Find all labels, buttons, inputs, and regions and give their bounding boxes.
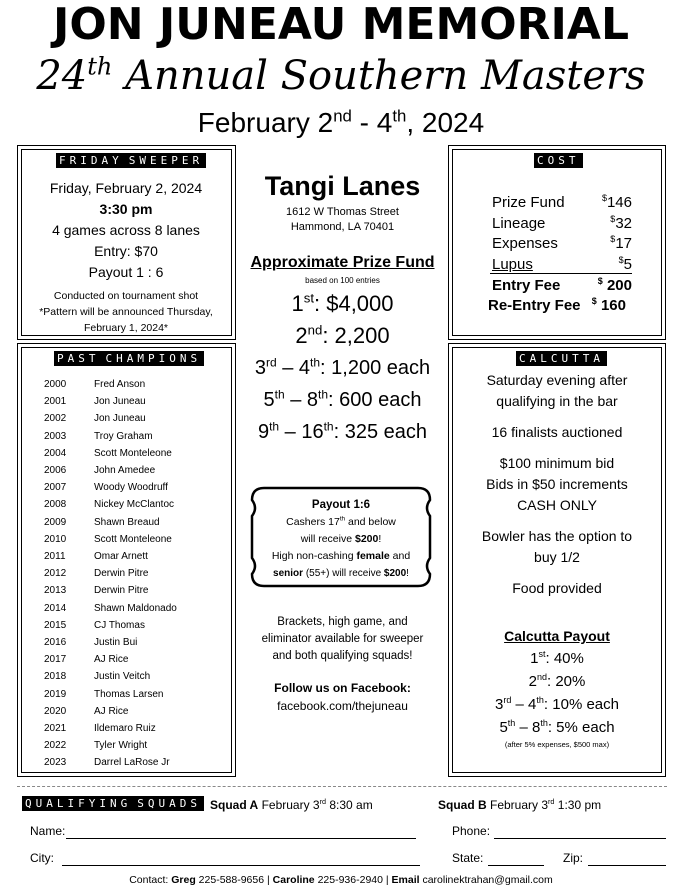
champion-name: Troy Graham (94, 430, 153, 442)
champion-year: 2008 (44, 499, 67, 511)
champion-row (44, 496, 174, 513)
champion-name: Scott Monteleone (94, 447, 172, 459)
champion-row (44, 651, 128, 668)
champion-row (44, 600, 177, 617)
friday-sweeper-heading: FRIDAY SWEEPER (56, 153, 206, 168)
cost-value: $5 (618, 254, 632, 273)
champion-name: Jon Juneau (94, 396, 146, 408)
squad-a: Squad A February 3rd 8:30 am (210, 797, 373, 812)
champion-year: 2011 (44, 551, 66, 562)
champion-name: AJ Rice (94, 654, 129, 666)
champion-name: Shawn Breaud (94, 516, 160, 528)
cost-label: Lineage (492, 214, 546, 232)
state-field[interactable] (488, 865, 544, 866)
champion-row (44, 634, 137, 651)
cost-row (492, 255, 632, 275)
champion-row (44, 462, 155, 479)
champion-name: Justin Veitch (94, 671, 151, 683)
prize-fund-list (238, 288, 447, 448)
champion-year: 2019 (44, 688, 67, 700)
champion-year: 2014 (44, 602, 67, 614)
calcutta-payout-list: 1st: 40% 2nd: 20% 3rd – 4th: 10% each 5th – 8th: 5% each (495, 649, 619, 736)
champion-year: 2018 (44, 671, 67, 683)
qualifying-squads-heading: QUALIFYING SQUADS (22, 796, 204, 811)
cost-label: Lupus (492, 255, 533, 273)
prize-fund-title: Approximate Prize Fund (250, 254, 435, 271)
calcutta-payout-title: Calcutta Payout (504, 628, 610, 644)
event-subtitle: 24th Annual Southern Masters (36, 52, 646, 99)
champion-year: 2017 (44, 654, 67, 666)
champion-row (44, 668, 150, 685)
squad-b: Squad B February 3rd 1:30 pm (438, 797, 602, 812)
champion-row (44, 686, 163, 703)
champion-row (44, 565, 148, 582)
champion-year: 2004 (44, 447, 67, 459)
champion-row (44, 720, 156, 737)
champion-name: Darrel LaRose Jr (94, 757, 170, 769)
champion-year: 2007 (44, 482, 67, 494)
champion-year: 2020 (44, 705, 67, 717)
champion-year: 2016 (44, 637, 67, 648)
calcutta-heading: CALCUTTA (516, 351, 607, 366)
prize-5th-8th: 5th – 8th: 600 each (263, 387, 422, 411)
reentry-fee-row: Re-Entry Fee $ 160 (488, 296, 626, 314)
champion-name: CJ Thomas (94, 619, 145, 631)
champion-name: Shawn Maldonado (94, 602, 177, 614)
venue-name: Tangi Lanes (264, 171, 421, 201)
friday-details: Friday, February 2, 2024 3:30 pm 4 games across 8 lanes Entry: $70 Payout 1 : 6 (49, 180, 203, 280)
champion-name: Jon Juneau (94, 413, 146, 425)
prize-fund-basis: based on 100 entries (305, 276, 380, 285)
cost-value: $146 (601, 193, 632, 211)
cost-label: Prize Fund (492, 194, 565, 211)
divider-dashed (17, 786, 667, 787)
champion-year: 2009 (44, 516, 67, 528)
calcutta-details: Saturday evening after qualifying in the bar 16 finalists auctioned $100 minimum bid Bids in $50 increments CASH ONLY Bowler has the option to buy 1/2 Food provided (481, 372, 633, 596)
cost-row (492, 234, 632, 254)
champion-name: Woody Woodruff (94, 482, 168, 494)
prize-2nd: 2nd: 2,200 (295, 322, 390, 348)
champion-name: Tyler Wright (94, 740, 148, 752)
payout-badge: Payout 1:6 Cashers 17th and below will receive $200! High non-cashing female and senior (55+) will receive $200! (271, 499, 411, 579)
cost-heading: COST (534, 153, 583, 168)
champion-year: 2012 (44, 568, 67, 580)
champion-row (44, 376, 145, 393)
calcutta-payout-note: (after 5% expenses, $500 max) (504, 740, 610, 749)
champion-name: Scott Monteleone (94, 533, 172, 545)
zip-field[interactable] (588, 865, 666, 866)
city-field[interactable] (62, 865, 420, 866)
champion-year: 2023 (44, 757, 67, 769)
phone-label: Phone: (452, 824, 491, 838)
cost-row (492, 214, 632, 234)
champion-year: 2013 (44, 585, 67, 597)
event-dates: February 2nd - 4th, 2024 (197, 106, 485, 138)
champion-year: 2010 (44, 533, 67, 545)
past-champions-heading: PAST CHAMPIONS (54, 351, 204, 366)
friday-sweeper-box (17, 145, 236, 340)
prize-3rd-4th: 3rd – 4th: 1,200 each (254, 355, 431, 379)
cost-label: Expenses (492, 235, 558, 252)
name-label: Name: (30, 824, 66, 838)
champion-row (44, 582, 148, 599)
champion-row (44, 548, 148, 565)
facebook-follow: Follow us on Facebook: (274, 681, 411, 695)
cost-value: $32 (610, 213, 632, 232)
champion-row (44, 754, 170, 771)
champion-year: 2003 (44, 430, 67, 442)
champion-row (44, 479, 168, 496)
contact-line: Contact: Greg 225-588-9656 | Caroline 225-936-2940 | Email carolinektrahan@gmail.com (129, 874, 553, 886)
champion-year: 2021 (44, 723, 67, 734)
champion-name: Thomas Larsen (94, 688, 164, 700)
champion-row (44, 445, 172, 462)
champion-name: Derwin Pitre (94, 585, 149, 597)
cost-total-rule (490, 273, 632, 274)
champion-year: 2000 (44, 379, 67, 390)
champion-row (44, 428, 153, 445)
name-field[interactable] (66, 838, 416, 839)
champion-year: 2015 (44, 619, 67, 631)
champion-name: Fred Anson (94, 379, 146, 390)
zip-label: Zip: (563, 851, 584, 865)
champion-name: AJ Rice (94, 705, 129, 717)
champion-year: 2022 (44, 740, 67, 752)
champion-row (44, 410, 146, 427)
facebook-link[interactable]: facebook.com/thejuneau (277, 699, 408, 713)
entry-fee-row: Entry Fee $ 200 (492, 276, 632, 294)
champion-year: 2002 (44, 413, 67, 425)
past-champions-box (17, 343, 236, 777)
city-label: City: (30, 851, 54, 865)
prize-1st: 1st: $4,000 (291, 290, 394, 316)
champion-name: Nickey McClantoc (94, 499, 175, 511)
cost-value: $17 (610, 234, 632, 252)
cost-row (492, 193, 632, 213)
state-label: State: (452, 851, 484, 865)
phone-field[interactable] (494, 838, 666, 839)
champion-name: John Amedee (94, 465, 156, 476)
champion-row (44, 703, 128, 720)
champion-row (44, 531, 172, 548)
champion-name: Justin Bui (94, 637, 138, 648)
champion-row (44, 737, 147, 754)
champion-row (44, 514, 160, 531)
venue-address: 1612 W Thomas Street Hammond, LA 70401 (286, 206, 399, 233)
champion-name: Omar Arnett (94, 551, 148, 562)
brackets-info: Brackets, high game, and eliminator available for sweeper and both qualifying squads! (261, 616, 424, 662)
champion-row (44, 393, 146, 410)
champion-year: 2006 (44, 465, 67, 476)
champion-name: Derwin Pitre (94, 568, 149, 580)
event-title: JON JUNEAU MEMORIAL (52, 0, 630, 50)
champion-row (44, 617, 145, 634)
champion-year: 2001 (44, 396, 67, 408)
friday-notes: Conducted on tournament shot *Pattern will be announced Thursday, February 1, 2024* (39, 290, 213, 334)
prize-9th-16th: 9th – 16th: 325 each (257, 419, 428, 443)
champion-name: Ildemaro Ruiz (94, 723, 156, 734)
